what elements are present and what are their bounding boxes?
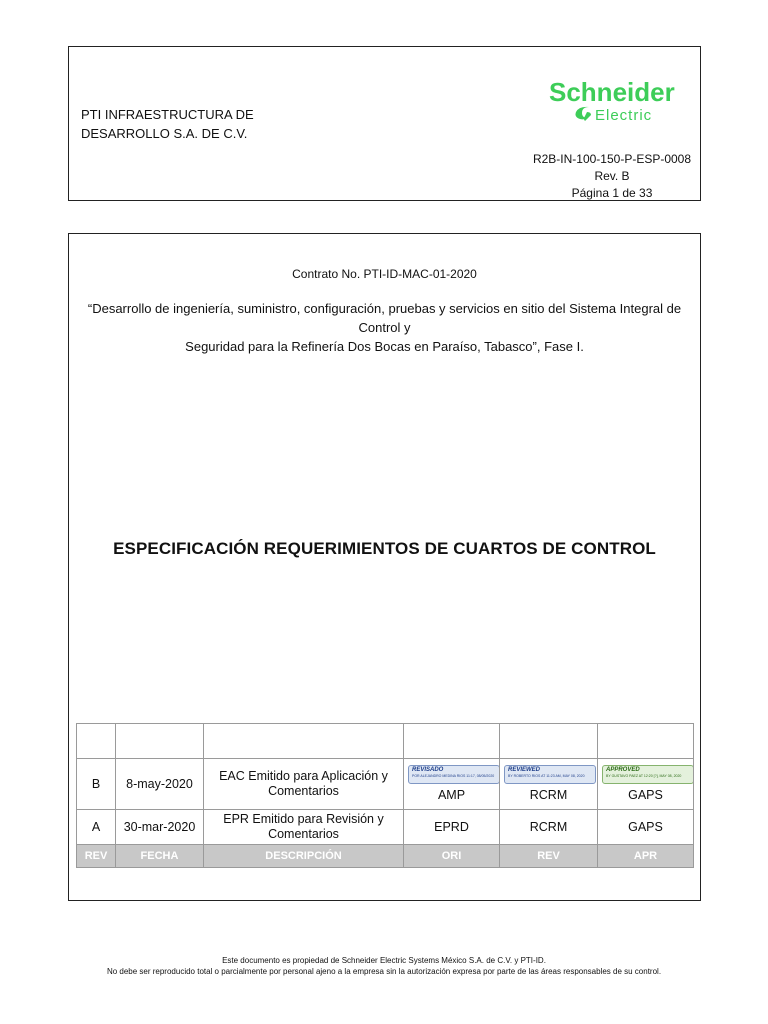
description-cell: EPR Emitido para Revisión y Comentarios: [204, 810, 404, 845]
column-header-rev-by: REV: [500, 845, 598, 868]
revision-empty-row: [77, 724, 694, 759]
contract-number: Contrato No. PTI-ID-MAC-01-2020: [292, 267, 477, 281]
column-header-fecha: FECHA: [116, 845, 204, 868]
column-header-rev: REV: [77, 845, 116, 868]
table-row: [77, 759, 694, 810]
table-row: [77, 810, 694, 845]
revision-table: [76, 723, 694, 868]
reviewed-stamp: [504, 765, 596, 784]
rev-cell: A: [77, 810, 116, 845]
column-header-ori: ORI: [404, 845, 500, 868]
logo-text-schneider: Schneider: [549, 79, 675, 107]
stamp-detail: POR ALEJANDRO MEDINA RIOS 11:17, 08/05/2020: [412, 774, 495, 778]
document-title: ESPECIFICACIÓN REQUERIMIENTOS DE CUARTOS DE CONTROL: [113, 539, 656, 558]
document-footer: [0, 955, 768, 977]
document-header: [68, 46, 701, 201]
ori-value: AMP: [437, 788, 466, 802]
rev-by-cell: RCRM: [500, 810, 598, 845]
column-header-descripcion: DESCRIPCIÓN: [204, 845, 404, 868]
apr-value: GAPS: [628, 788, 663, 802]
apr-cell: [598, 759, 694, 810]
ori-cell: [404, 759, 500, 810]
document-cover: [68, 233, 701, 901]
schneider-electric-logo: [549, 79, 685, 125]
footer-ownership: Este documento es propiedad de Schneider Electric Systems México S.A. de C.V. y PTI-ID.: [222, 956, 546, 965]
stamp-detail: BY ROBERTO RIOS AT 11:23 AM, MAY 08, 2020: [508, 774, 585, 778]
rev-by-value: RCRM: [529, 788, 568, 802]
project-description-line2: Seguridad para la Refinería Dos Bocas en Paraíso, Tabasco”, Fase I.: [185, 339, 584, 354]
project-description: [75, 299, 694, 356]
company-name: [81, 105, 254, 143]
date-cell: 30-mar-2020: [116, 810, 204, 845]
column-header-apr: APR: [598, 845, 694, 868]
company-name-line2: DESARROLLO S.A. DE C.V.: [81, 126, 248, 141]
project-description-line1: “Desarrollo de ingeniería, suministro, configuración, pruebas y servicios en sitio del Sistema Integral de Control y: [87, 301, 682, 335]
rev-cell: B: [77, 759, 116, 810]
rev-by-cell: [500, 759, 598, 810]
footer-disclaimer: No debe ser reproducido total o parcialmente por personal ajeno a la empresa sin la autorización expresa por parte de las áreas responsables de su control.: [106, 967, 662, 976]
logo-text-electric: Electric: [595, 107, 653, 124]
document-meta: [532, 151, 692, 202]
approved-stamp: [602, 765, 694, 784]
revisado-stamp: [408, 765, 500, 784]
logo-mark-icon: [576, 107, 592, 121]
revision-table-header: [77, 845, 694, 868]
document-code: R2B-IN-100-150-P-ESP-0008: [532, 152, 692, 166]
date-cell: 8-may-2020: [116, 759, 204, 810]
stamp-detail: BY GUSTAVO PAEZ AT 12:20 [?], MAY 08, 2020: [606, 774, 682, 778]
stamp-title: APPROVED: [606, 767, 640, 773]
ori-cell: EPRD: [404, 810, 500, 845]
description-cell: EAC Emitido para Aplicación y Comentarios: [204, 759, 404, 810]
stamp-title: REVISADO: [412, 767, 444, 773]
document-revision: Rev. B: [594, 169, 630, 183]
stamp-title: REVIEWED: [508, 767, 541, 773]
company-name-line1: PTI INFRAESTRUCTURA DE: [81, 107, 254, 122]
apr-cell: GAPS: [598, 810, 694, 845]
page-number: Página 1 de 33: [571, 186, 653, 200]
